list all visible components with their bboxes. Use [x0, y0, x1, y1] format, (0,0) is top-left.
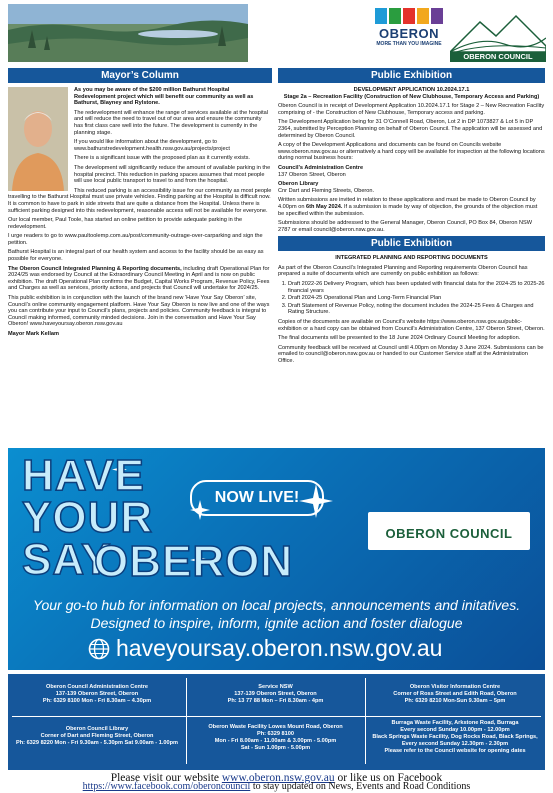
council-hills-icon [450, 8, 546, 52]
contact-title: Oberon Waste Facility Lowes Mount Road, Oberon [208, 724, 343, 730]
list-item: 1. Draft 2022-26 Delivery Program, which has been updated with financial data for the 2024-25 to 2025-26 financial years [288, 281, 545, 294]
da-subtitle: Stage 2a – Recreation Facility (Construction of New Clubhouse, Temporary Access and Parking) [283, 93, 540, 100]
footer-line-2 [8, 781, 545, 793]
banner-your: YOUR [22, 493, 154, 542]
contact-visitor-centre [367, 684, 543, 705]
ipr-paragraph: As part of the Oberon Council’s Integrated Planning and Reporting requirements Oberon Council has prepared a suite of documents which are currently on public exhibition as follows: [278, 264, 528, 278]
da-paragraph: The Development Application being for 31 O’Connell Road, Oberon, Lot 2 in DP 1073827 & Lot 5 in DP 2364, submitted by Perception Planning on behalf of Oberon Council. The application will be assessed and determined by Oberon Council. [278, 119, 543, 139]
footer-text: or like us on Facebook [334, 772, 443, 784]
globe-icon [88, 638, 110, 660]
contact-line: Sat - Sun 1.00pm - 5.00pm [240, 745, 311, 751]
list-item: 2. Draft 2024-25 Operational Plan and Long-Term Financial Plan [288, 295, 545, 302]
submission-text: If a submission is made by way of objection, the grounds of the objection must be specified within the submission. [278, 203, 538, 217]
ipr-paragraph: The final documents will be presented to the 18 June 2024 Ordinary Council Meeting for adoption. [278, 335, 521, 342]
contact-line: Ph: 6329 8210 Mon-Sun 9.30am – 5pm [404, 698, 506, 704]
contact-line: Ph: 13 77 88 Mon – Fri 8.30am - 4pm [227, 698, 324, 704]
oberon-logo [372, 6, 446, 62]
mayor-paragraph: If you would like information about the development, go to www.bathurstredevelopment.health.nsw.gov.au/projects/project [74, 139, 230, 152]
contact-line: 137-139 Oberon Street, Oberon [234, 691, 317, 697]
contact-line: 137-139 Oberon Street, Oberon [55, 691, 139, 697]
banner-say: SAY [22, 535, 112, 584]
mayor-photo [8, 87, 68, 191]
contact-title: Oberon Visitor Information Centre [409, 684, 501, 690]
website-link[interactable]: www.oberon.nsw.gov.au [221, 772, 335, 784]
contact-title: Service NSW [258, 684, 293, 690]
oberon-wordmark: OBERON [378, 26, 440, 41]
public-exhibition-column [278, 68, 545, 368]
banner-council-name: OBERON COUNCIL [385, 526, 513, 541]
submission-text: Written submissions are invited in relation to these applications and must be made to Oberon Council by 4.00pm on [278, 197, 536, 210]
da-paragraph: Submissions should be addressed to the General Manager, Oberon Council, PO Box 84, Oberon NSW 2787 or email council@oberon.nsw.gov.au. [278, 220, 533, 233]
list-item: 3. Draft Statement of Revenue Policy, noting the document includes the 2024-25 Fees & Charges and Rating Structure. [288, 303, 545, 316]
mayor-paragraph: This public exhibition is in conjunction with the launch of the brand new ‘Have Your Say Oberon’ site, Council’s online community engagement platform. Have Your Say Oberon is now live and one of the ways you can contribute your input to Council’s plans, projects and policies. Community feedback is integral to Council making informed, community minded decisions. Join in the conversation and Have Your Say Oberon! www.haveyoursay.oberon.nsw.gov.au [8, 295, 270, 328]
contact-service-nsw [188, 684, 363, 705]
contact-line: Ph: 6329 8100 [256, 731, 294, 737]
location-name: Oberon Library [278, 181, 319, 188]
footer-text: to stay updated on News, Events and Road Conditions [250, 781, 471, 792]
contact-line: Corner of Ross Street and Edith Road, Oberon [393, 691, 517, 697]
da-paragraph: Oberon Council is in receipt of Development Application 10.2024.17.1 for Stage 2 – New Recreation Facility comprising of - the Construction of New Clubhouse, Temporary access and parking. [278, 103, 545, 116]
submission-date: 6th May 2024. [306, 203, 343, 210]
divider [186, 678, 187, 764]
location-address: 137 Oberon Street, Oberon [278, 171, 346, 178]
banner-have: HAVE [22, 451, 145, 500]
contact-waste-facility [188, 724, 363, 752]
da-paragraph [278, 197, 545, 217]
mayor-signoff: Mayor Mark Kellam [8, 331, 59, 337]
contact-line: Black Springs Waste Facility, Dog Rocks Road, Black Springs, Every second Sunday 12.30pm - 2.30pm [372, 734, 538, 747]
contact-line: Mon - Fri 8.00am - 11.00am & 3.00pm - 5.00pm [214, 738, 337, 744]
contact-line: Every second Sunday 10.00pm - 12.00pm [400, 727, 510, 733]
contact-line: Ph: 6329 8100 Mon - Fri 8.30am – 4.30pm [42, 698, 152, 704]
da-paragraph: A copy of the Development Applications and documents can be found on Councils website www.oberon.nsw.gov.au or alternatively a hard copy will be available for inspection at the following locations during normal business hours: [278, 142, 545, 162]
oberon-council-logo [450, 8, 546, 62]
petition-link[interactable]: I urge readers to go to www.paultoolemp.com.au/post/community-outrage-over-carparking and sign the petition. [8, 233, 263, 246]
mayor-paragraph: There is a significant issue with the proposed plan as it currently exists. [74, 155, 250, 162]
now-live-badge: NOW LIVE! [190, 480, 324, 516]
banner-oberon: OBERON [94, 537, 294, 586]
banner-council-card [368, 512, 530, 550]
mayor-intro: As you may be aware of the $200 million Bathurst Hospital Redevelopment project which will benefit our community as well as Bathurst, Blayney and Rylstone. [74, 87, 254, 107]
contact-line: Corner of Dart and Fleming Street, Oberon [40, 733, 154, 739]
contact-line: Ph: 6329 8220 Mon - Fri 9.30am - 5.30pm Sat 9.00am - 1.00pm [16, 740, 178, 746]
facebook-link[interactable]: https://www.facebook.com/oberoncouncil [82, 781, 251, 792]
banner-tagline-1: Your go-to hub for information on local projects, announcements and initatives. [32, 597, 521, 613]
public-exhibition-heading-2: Public Exhibition [278, 236, 545, 251]
contact-burraga-waste [367, 720, 543, 755]
mayor-paragraph: The redevelopment will enhance the range of services available at the hospital and will reduce the need to travel out of our area and ensure the community has first class care well into the future. The development is currently in the planning stage. [74, 109, 269, 136]
mayor-paragraph: Our local member, Paul Toole, has started an online petition to provide adequate parking in the redevelopment. [8, 217, 243, 230]
oberon-tagline: MORE THAN YOU IMAGINE [376, 41, 442, 47]
location-name: Council’s Administration Centre [278, 164, 364, 171]
footer-text: Please visit our website [110, 772, 222, 784]
have-your-say-url[interactable]: haveyoursay.oberon.nsw.gov.au [116, 635, 443, 661]
divider [365, 678, 366, 764]
mayor-paragraph [8, 266, 272, 292]
contact-line: Please refer to the Council website for opening dates [384, 748, 526, 754]
landscape-photo [8, 4, 248, 62]
ipr-paragraph: Copies of the documents are available on Council’s website https://www.oberon.nsw.gov.au/public-exhibition or a hard copy can be obtained from Council’s Administration Centre, 137 Oberon Street, Oberon. [278, 319, 545, 332]
da-title: DEVELOPMENT APPLICATION 10.2024.17.1 [353, 87, 470, 93]
ipr-text: including draft Operational Plan for 2024/25 was endorsed by Council at the Extraordinary Council Meeting in April and is now on public exhibition. The draft Operational Plan confirms the Budget, Capital Works Program, Revenue Policy, Fees and Charges as well as services, priority actions, and projects that Council will undertake for 2024/25. [8, 265, 270, 292]
council-name: OBERON COUNCIL [450, 52, 546, 62]
page-header [0, 0, 553, 64]
mayors-column-heading: Mayor’s Column [8, 68, 272, 83]
mayor-paragraph: This reduced parking is an accessibility issue for our community as most people travelling to the Bathurst Hospital must use private vehicles. Finding parking at the Hospital is difficult now. It is common to have to park in side streets that are quite a distance from the Hospital. Unless there is sufficient parking designed into this redevelopment, reasonable access will not be available for everyone. [8, 187, 272, 214]
location-address: Cnr Dart and Fleming Streets, Oberon. [278, 187, 375, 194]
mayor-paragraph: Bathurst Hospital is an integral part of our health system and access to the facility should be as easy as possible for everyone. [8, 249, 264, 263]
ipr-document-list [278, 281, 545, 316]
banner-tagline-2: Designed to inspire, inform, ignite action and foster dialogue [90, 615, 463, 631]
contact-title: Oberon Council Administration Centre [45, 684, 149, 690]
ipr-paragraph: Community feedback will be received at Council until 4.00pm on Monday 3 June 2024. Submissions can be emailed to council@oberon.nsw.gov.au or handed to our Customer Service staff at the Administration Office. [278, 344, 544, 364]
divider [12, 716, 541, 717]
public-exhibition-heading: Public Exhibition [278, 68, 545, 83]
contact-library [10, 726, 184, 747]
ipr-title: INTEGRATED PLANNING AND REPORTING DOCUMENTS [335, 255, 488, 262]
contact-title: Oberon Council Library [65, 726, 129, 732]
ipr-heading: The Oberon Council Integrated Planning & Reporting documents, [8, 265, 182, 272]
mayor-paragraph: The development will significantly reduce the amount of available parking in the hospital precinct. This reduction in parking spaces assumes that most people will use local public transport to travel to and from the hospital. [74, 164, 271, 185]
contact-admin-centre [10, 684, 184, 705]
contact-title: Burraga Waste Facility, Arkstone Road, Burraga [391, 720, 519, 726]
mayors-column [8, 68, 272, 341]
